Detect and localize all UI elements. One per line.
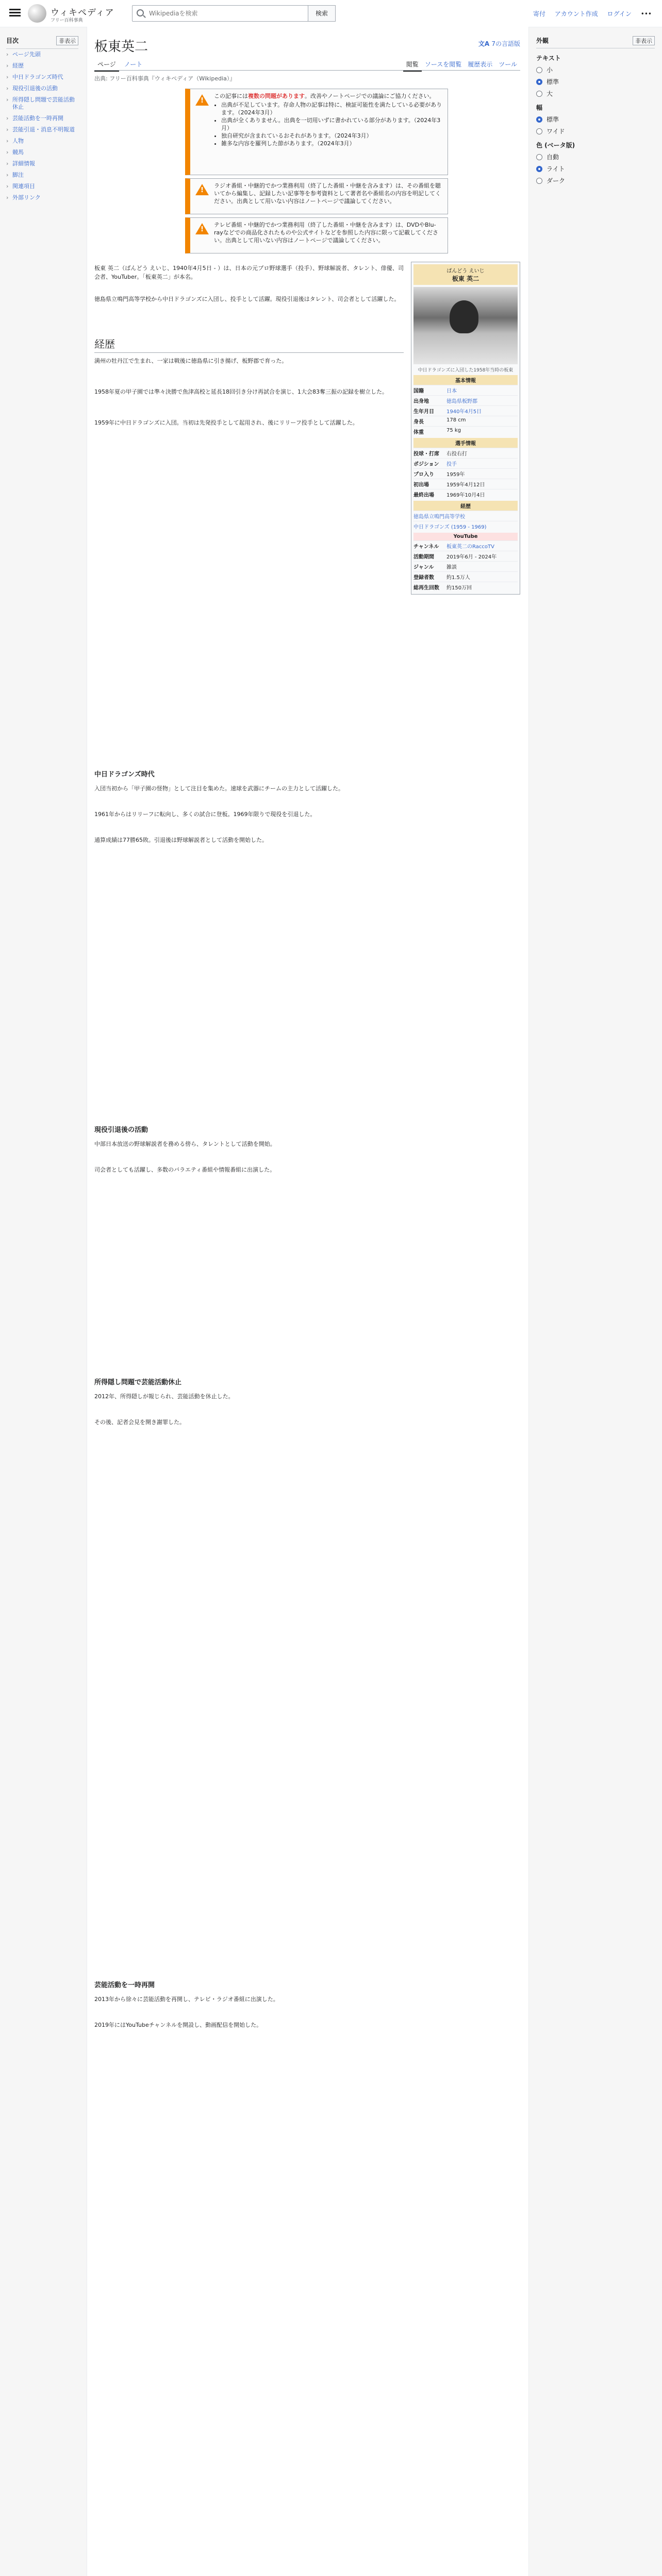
option-label: ワイド	[547, 128, 565, 135]
notice-item: • 独自研究が含まれているおそれがあります。（2024年3月）	[221, 132, 442, 140]
section-paragraph: 1958年夏の甲子園では準々決勝で魚津高校と延長18回引き分け再試合を演じ、1大会83奪三振の記録を樹立した。	[94, 388, 388, 395]
infobox-header	[413, 264, 518, 285]
row-key: 活動期間	[413, 554, 434, 560]
infobox-row	[413, 561, 518, 571]
appearance-panel	[536, 36, 655, 188]
radio-icon[interactable]	[536, 178, 542, 184]
toc-header	[6, 36, 78, 49]
subsection-heading: 所得隠し問題で芸能活動休止	[94, 1379, 182, 1386]
section-paragraph: その後、記者会見を開き謝罪した。	[94, 1419, 185, 1426]
color-group	[536, 141, 655, 185]
infobox-row	[413, 489, 518, 499]
text-size-large[interactable]	[536, 89, 655, 98]
color-dark[interactable]	[536, 176, 655, 185]
infobox-section-player: 選手情報	[413, 438, 518, 448]
row-value: 右投右打	[446, 451, 467, 457]
option-label: 自動	[547, 154, 559, 161]
issues-notice	[185, 89, 448, 175]
infobox-row	[413, 426, 518, 436]
infobox-row	[413, 511, 518, 521]
row-value: 約1.5万人	[446, 575, 470, 581]
row-key: 体重	[413, 430, 424, 435]
infobox-row	[413, 479, 518, 489]
option-label: ダーク	[547, 177, 566, 184]
row-value[interactable]: 日本	[446, 388, 457, 394]
warning-icon	[195, 94, 209, 106]
toc-item-external[interactable]: › 外部リンク	[6, 192, 78, 204]
infobox-row	[413, 551, 518, 561]
row-key: 国籍	[413, 388, 424, 394]
notice-item: • 出典が全くありません。出典を一切用いずに書かれている部分があります。（2024年3月）	[221, 116, 442, 132]
subsection-heading: 芸能活動を一時再開	[94, 1981, 155, 1989]
tv-notice	[185, 217, 448, 253]
infobox-row	[413, 385, 518, 395]
subsection-heading: 現役引退後の活動	[94, 1126, 148, 1134]
search-box	[132, 5, 328, 22]
tab-read[interactable]: 閲覧	[403, 58, 422, 72]
section-paragraph: 1959年に中日ドラゴンズに入団。当初は先発投手として起用され、後にリリーフ投手として活躍した。	[94, 419, 358, 426]
radio-icon[interactable]	[536, 116, 542, 123]
row-value[interactable]: 1940年4月5日	[446, 409, 482, 415]
toc-item-after-retire[interactable]: › 現役引退後の活動	[6, 83, 78, 94]
color-light[interactable]	[536, 164, 655, 173]
infobox-row	[413, 540, 518, 551]
text-size-small[interactable]	[536, 65, 655, 74]
infobox-row	[413, 458, 518, 468]
donate-link[interactable]: 寄付	[533, 10, 545, 18]
notice-item: • 雑多な内容を羅列した節があります。（2024年3月）	[221, 140, 442, 147]
appearance-title: 外観	[536, 37, 549, 44]
toc-item-top[interactable]: › ページ先頭	[6, 49, 78, 60]
section-paragraph: 1961年からはリリーフに転向し、多くの試合に登板。1969年限りで現役を引退した。	[94, 811, 316, 818]
radio-icon[interactable]	[536, 166, 542, 172]
row-value: 雑談	[446, 565, 457, 570]
radio-icon[interactable]	[536, 128, 542, 134]
search-input[interactable]	[148, 8, 274, 19]
page-tabs	[94, 58, 520, 71]
section-paragraph: 入団当初から「甲子園の怪物」として注目を集めた。速球を武器にチームの主力として活躍した。	[94, 785, 344, 792]
toc-item-career[interactable]: › 経歴	[6, 60, 78, 72]
site-tagline: 出典: フリー百科事典『ウィキペディア（Wikipedia）』	[94, 75, 236, 82]
row-key: 出身地	[413, 399, 429, 404]
toc-hide-button[interactable]: 非表示	[56, 36, 78, 45]
infobox-row	[413, 448, 518, 458]
section-paragraph: 通算成績は77勝65敗。引退後は野球解説者として活動を開始した。	[94, 837, 268, 843]
row-key: 投球・打席	[413, 451, 439, 457]
site-logo[interactable]	[28, 3, 121, 24]
infobox-row	[413, 468, 518, 479]
table-of-contents	[6, 36, 78, 204]
row-value: 1959年	[446, 472, 465, 478]
tab-tools[interactable]: ツール	[499, 61, 517, 68]
tab-page[interactable]: ページ	[94, 58, 119, 72]
page-title: 板東英二	[94, 39, 148, 55]
notice-lead-red: 複数の問題があります	[248, 93, 305, 99]
tab-talk[interactable]: ノート	[124, 61, 143, 68]
option-label: ライト	[547, 165, 565, 173]
row-key: チャンネル	[413, 544, 439, 550]
option-label: 小	[547, 66, 553, 74]
create-account-link[interactable]: アカウント作成	[554, 10, 598, 18]
toc-title: 目次	[6, 37, 19, 44]
toc-item-notes[interactable]: › 脚注	[6, 170, 78, 181]
section-paragraph: 司会者としても活躍し、多数のバラエティ番組や情報番組に出演した。	[94, 1166, 276, 1173]
row-value: 約150万回	[446, 585, 472, 591]
toc-item-person[interactable]: › 人物	[6, 135, 78, 147]
width-label: 幅	[536, 104, 543, 111]
option-label: 標準	[547, 78, 559, 86]
toc-item-chunichi[interactable]: › 中日ドラゴンズ時代	[6, 72, 78, 83]
section-paragraph: 2012年、所得隠しが報じられ、芸能活動を休止した。	[94, 1393, 234, 1400]
appearance-hide-button[interactable]: 非表示	[633, 36, 655, 45]
language-button[interactable]: 文A 7の言語版	[478, 39, 520, 48]
radio-icon[interactable]	[536, 79, 542, 85]
login-link[interactable]: ログイン	[607, 10, 632, 18]
row-key: ジャンル	[413, 565, 434, 570]
notice-lead-end: 。改善やノートページでの議論にご協力ください。	[305, 93, 435, 99]
infobox-row	[413, 405, 518, 416]
row-value: 2019年6月 - 2024年	[446, 554, 497, 560]
career-item[interactable]: 徳島県立鳴門高等学校	[413, 514, 465, 520]
row-value: 1969年10月4日	[446, 493, 485, 498]
subsection-heading: 中日ドラゴンズ時代	[94, 771, 155, 778]
radio-notice	[185, 178, 448, 214]
section-paragraph: 満州の牡丹江で生まれ、一家は戦後に徳島県に引き揚げ、板野郡で育った。	[94, 358, 288, 364]
section-heading: 経歴	[94, 336, 404, 353]
notice-item: • 出典が不足しています。存命人物の記事は特に、検証可能性を満たしている必要があります。（2024年3月）	[221, 101, 442, 116]
section-paragraph: 2019年にはYouTubeチャンネルを開設し、動画配信を開始した。	[94, 2022, 262, 2028]
search-icon	[137, 9, 144, 16]
option-label: 大	[547, 90, 553, 97]
option-label: 標準	[547, 116, 559, 123]
radio-icon[interactable]	[536, 154, 542, 160]
page-header	[94, 36, 520, 55]
more-options-icon[interactable]: •••	[640, 10, 652, 18]
warning-icon	[195, 223, 209, 234]
career-item[interactable]: 中日ドラゴンズ (1959 - 1969)	[413, 524, 487, 530]
infobox-row	[413, 571, 518, 582]
radio-icon[interactable]	[536, 67, 542, 73]
text-size-standard[interactable]	[536, 77, 655, 86]
row-value[interactable]: 投手	[446, 462, 457, 467]
toc-item-resume[interactable]: › 芸能活動を一時再開	[6, 113, 78, 124]
section-paragraph: 2013年から徐々に芸能活動を再開し、テレビ・ラジオ番組に出演した。	[94, 1996, 279, 2003]
article-content	[87, 27, 529, 2576]
appearance-header	[536, 36, 655, 48]
portrait-photo[interactable]	[413, 287, 518, 364]
toc-item-keiba[interactable]: › 競馬	[6, 147, 78, 158]
color-label: 色 (ベータ版)	[536, 142, 575, 149]
logo-title: ウィキペディア	[51, 8, 114, 18]
notice-text: ラジオ番組・中継的でかつ業務利用（終了した番組・中継を含みます）は、その番組を聴いてから編集し、記録したい記事等を参考資料として著者名や番組名の内容を明記してください。出典として用いない内容はノートページで議論してください。	[214, 182, 441, 205]
toc-item-details[interactable]: › 詳細情報	[6, 158, 78, 170]
row-value: 75 kg	[446, 428, 461, 433]
toc-item-tax[interactable]: › 所得隠し問題で芸能活動休止	[6, 94, 78, 113]
row-key: プロ入り	[413, 472, 434, 478]
width-group	[536, 103, 655, 135]
warning-icon	[195, 184, 209, 195]
infobox-name-kana: ばんどう えいじ	[446, 268, 485, 274]
row-key: 生年月日	[413, 409, 434, 415]
search-button[interactable]: 検索	[308, 5, 336, 22]
photo-caption: 中日ドラゴンズに入団した1958年当時の板東	[418, 368, 514, 373]
width-standard[interactable]	[536, 115, 655, 124]
row-value[interactable]: 徳島県板野郡	[446, 399, 477, 404]
radio-icon[interactable]	[536, 91, 542, 97]
text-size-label: テキスト	[536, 55, 561, 62]
toc-item-retire[interactable]: › 芸能引退・消息不明報道	[6, 124, 78, 135]
notice-text: テレビ番組・中継的でかつ業務利用（終了した番組・中継を含みます）は、DVDやBlu-rayなどでの商品化されたものや公式サイトなどを参照した内容に限って記載してください。出典として用いない内容はノートページで議論してください。	[214, 222, 439, 244]
text-size-group	[536, 54, 655, 98]
main-menu-icon[interactable]	[9, 7, 21, 19]
infobox-name: 板東 英二	[452, 275, 479, 282]
section-paragraph: 中部日本放送の野球解説者を務める傍ら、タレントとして活動を開始。	[94, 1141, 276, 1147]
row-key: ポジション	[413, 462, 439, 467]
notice-lead: この記事には	[214, 93, 248, 99]
width-wide[interactable]	[536, 127, 655, 135]
wikipedia-globe-icon	[28, 4, 46, 23]
row-key: 初出場	[413, 482, 429, 488]
row-key: 登録者数	[413, 575, 434, 581]
row-value: 1959年4月12日	[446, 482, 485, 488]
user-links	[526, 9, 652, 18]
infobox-section-career: 経歴	[413, 501, 518, 511]
lead-paragraph: 徳島県立鳴門高等学校から中日ドラゴンズに入団し、投手として活躍。現役引退後はタレント、司会者として活躍した。	[94, 296, 400, 302]
infobox-section-youtube: YouTube	[413, 533, 518, 540]
row-key: 総再生回数	[413, 585, 439, 591]
tab-view-source[interactable]: ソースを閲覧	[424, 61, 462, 68]
infobox-row	[413, 521, 518, 531]
row-key: 身長	[413, 419, 424, 425]
infobox	[411, 262, 520, 595]
lead-paragraph: 板東 英二（ばんどう えいじ、1940年4月5日 - ）は、日本の元プロ野球選手（投手）、野球解説者、タレント、俳優、司会者、YouTuber。「板東英二」が本名。	[94, 265, 404, 280]
row-value: 178 cm	[446, 417, 466, 423]
color-auto[interactable]	[536, 152, 655, 161]
row-key: 最終出場	[413, 493, 434, 498]
infobox-row	[413, 395, 518, 405]
top-bar	[0, 0, 662, 27]
infobox-row	[413, 582, 518, 592]
row-value[interactable]: 板東英二のRaccoTV	[446, 544, 494, 550]
infobox-row	[413, 416, 518, 426]
tab-history[interactable]: 履歴表示	[468, 61, 493, 68]
logo-subtitle: フリー百科事典	[51, 18, 83, 23]
toc-item-related[interactable]: › 関連項目	[6, 181, 78, 192]
infobox-section-basic: 基本情報	[413, 375, 518, 385]
